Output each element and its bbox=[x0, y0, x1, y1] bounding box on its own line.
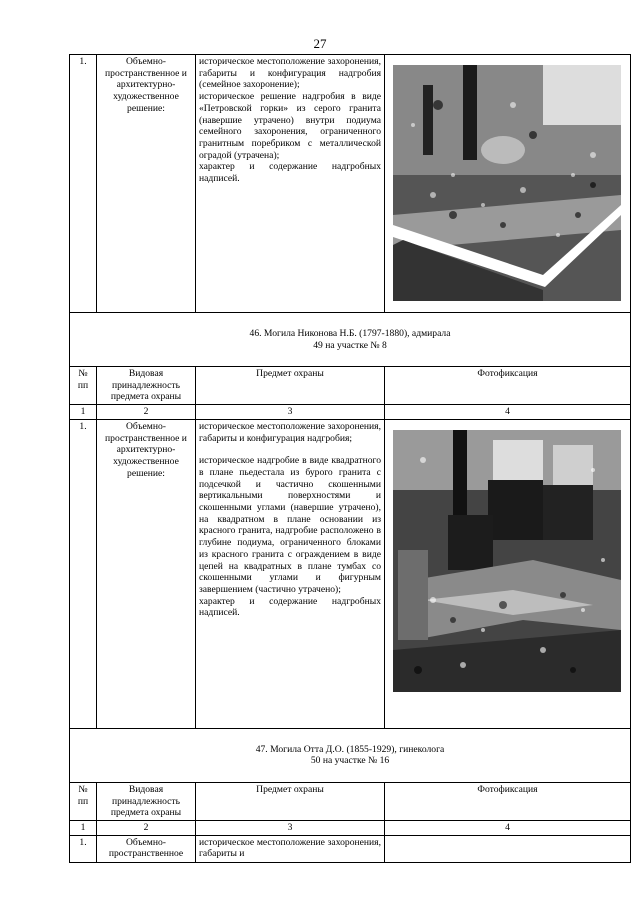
column-index: 3 bbox=[196, 820, 385, 835]
table-header-row bbox=[70, 367, 631, 405]
protection-subject bbox=[196, 835, 385, 862]
protection-type: Объемно-пространственное и архитектурно-художественное решение: bbox=[97, 419, 196, 728]
protection-type: Объемно-пространственное и архитектурно-художественное решение: bbox=[97, 55, 196, 313]
header-num: № пп bbox=[70, 367, 97, 405]
subject-paragraph: историческое местоположение захоронения, габариты и конфигурация надгробия (семейное захоронение); bbox=[199, 56, 381, 91]
column-index: 2 bbox=[97, 820, 196, 835]
header-photo: Фотофиксация bbox=[385, 367, 631, 405]
row-number: 1. bbox=[70, 55, 97, 313]
table-header-row bbox=[70, 782, 631, 820]
table-row bbox=[70, 55, 631, 313]
header-subject: Предмет охраны bbox=[196, 367, 385, 405]
grave-photo bbox=[393, 430, 621, 692]
grave-photo bbox=[393, 65, 621, 301]
column-index: 1 bbox=[70, 820, 97, 835]
subject-paragraph: историческое надгробие в виде квадратного в плане пьедестала из бурого гранита с подсечкой и частично скошенными вертикальными поверхностями и скошенными углами (навершие утрачено), на квадратном в плане основании из красного гранита, надгробие расположено в глубине подиума, ограниченного блоками из красного гранита с ограждением в виде цепей на квадратных в плане тумбах со скошенными углами и фигурным завершением (частично утрачено); bbox=[199, 455, 381, 595]
column-index: 3 bbox=[196, 405, 385, 420]
protection-subject bbox=[196, 55, 385, 313]
row-number: 1. bbox=[70, 835, 97, 862]
subject-paragraph: историческое местоположение захоронения, габариты и bbox=[199, 836, 381, 860]
header-subject: Предмет охраны bbox=[196, 782, 385, 820]
column-index: 4 bbox=[385, 405, 631, 420]
subject-paragraph: историческое местоположение захоронения, габариты и конфигурация надгробия; bbox=[199, 420, 381, 444]
subject-paragraph: характер и содержание надгробных надписей. bbox=[199, 595, 381, 619]
section-title bbox=[70, 728, 631, 782]
subject-paragraph: историческое решение надгробия в виде «Петровской горки» из серого гранита (навершие утрачено) внутри подиума семейного захоронения, ограниченного гранитным поребриком с металлической оградой (утрачена); bbox=[199, 91, 381, 161]
photo-cell bbox=[385, 835, 631, 862]
section-title-text: 47. Могила Отта Д.О. (1855-1929), гинеколога bbox=[255, 743, 445, 755]
column-index-row bbox=[70, 820, 631, 835]
section-title-row bbox=[70, 728, 631, 782]
section-subtitle-text: 50 на участке № 16 bbox=[310, 755, 390, 767]
section-title-text: 46. Могила Никонова Н.Б. (1797-1880), адмирала bbox=[249, 327, 451, 339]
column-index: 4 bbox=[385, 820, 631, 835]
section-subtitle-text: 49 на участке № 8 bbox=[313, 339, 387, 351]
header-num: № пп bbox=[70, 782, 97, 820]
header-type: Видовая принадлежность предмета охраны bbox=[97, 782, 196, 820]
photo-cell bbox=[385, 55, 631, 313]
column-index: 1 bbox=[70, 405, 97, 420]
section-title-row bbox=[70, 313, 631, 367]
subject-paragraph: характер и содержание надгробных надписей. bbox=[199, 161, 381, 185]
photo-cell bbox=[385, 419, 631, 728]
protection-type: Объемно-пространственное bbox=[97, 835, 196, 862]
column-index: 2 bbox=[97, 405, 196, 420]
protection-subject bbox=[196, 419, 385, 728]
column-index-row bbox=[70, 405, 631, 420]
page-number: 27 bbox=[313, 36, 327, 51]
section-title bbox=[70, 313, 631, 367]
table-row bbox=[70, 419, 631, 728]
row-number: 1. bbox=[70, 419, 97, 728]
table-row bbox=[70, 835, 631, 862]
header-type: Видовая принадлежность предмета охраны bbox=[97, 367, 196, 405]
protection-table bbox=[69, 54, 631, 863]
header-photo: Фотофиксация bbox=[385, 782, 631, 820]
